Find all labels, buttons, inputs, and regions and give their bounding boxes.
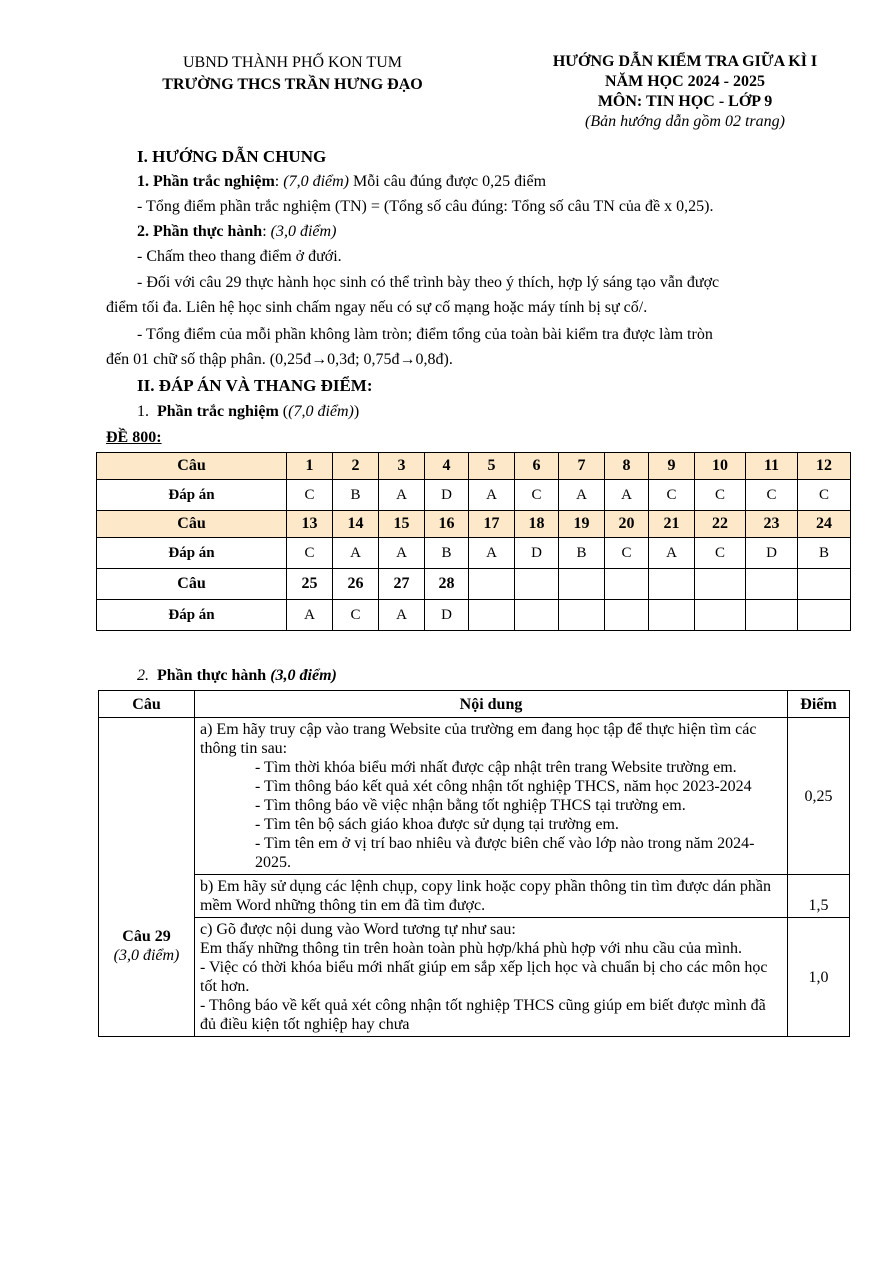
part-a-list — [200, 758, 782, 872]
part-b-content: b) Em hãy sử dụng các lệnh chụp, copy link hoặc copy phần thông tin tìm được dán phần mềm Word những thông tin em đã tìm được. — [195, 875, 788, 918]
mc-score: (7,0 điểm) — [283, 173, 349, 190]
question-number-cell: 3 — [379, 453, 425, 480]
question-number-cell: 21 — [649, 511, 695, 538]
answer-cell — [746, 600, 798, 631]
question-number-cell — [746, 569, 798, 600]
school-name: TRƯỜNG THCS TRẦN HƯNG ĐẠO — [162, 76, 423, 93]
answer-cell: A — [469, 480, 515, 511]
part-a-item: - Tìm tên em ở vị trí bao nhiêu và được biên chế vào lớp nào trong năm 2024-2025. — [255, 835, 755, 871]
answer-cell: A — [333, 538, 379, 569]
question-number-cell — [515, 569, 559, 600]
part-a-row — [99, 718, 850, 875]
part-a-item: - Tìm thông báo về việc nhận bằng tốt nghiệp THCS tại trường em. — [255, 797, 686, 814]
question-number-cell: 8 — [605, 453, 649, 480]
question-cell — [99, 718, 195, 1037]
question-number-cell: 13 — [287, 511, 333, 538]
practice-label: 2. Phần thực hành — [137, 223, 263, 240]
question-number-cell: 27 — [379, 569, 425, 600]
question-number-cell — [649, 569, 695, 600]
question-number-cell: 1 — [287, 453, 333, 480]
answer-cell: A — [605, 480, 649, 511]
header-right — [500, 52, 870, 132]
section2-title: II. ĐÁP ÁN VÀ THANG ĐIỂM: — [137, 376, 373, 395]
answer-cell: A — [559, 480, 605, 511]
rounding-note-line2: đến 01 chữ số thập phân. (0,25đ→0,3đ; 0,75đ→0,8đ). — [106, 351, 453, 368]
question-number-cell: 7 — [559, 453, 605, 480]
mc-instruction: 1. Phần trắc nghiệm: (7,0 điểm) Mỗi câu đúng được 0,25 điểm — [137, 173, 547, 190]
question-row — [97, 569, 851, 600]
question-score: (3,0 điểm) — [113, 947, 180, 964]
question-number-cell: 11 — [746, 453, 798, 480]
exam-code: ĐỀ 800: — [106, 429, 162, 446]
answer-cell: C — [798, 480, 851, 511]
question-number-cell: 16 — [425, 511, 469, 538]
part2-heading: 2. Phần thực hành (3,0 điểm) — [137, 667, 337, 684]
answer-cell — [798, 600, 851, 631]
question-number-cell — [605, 569, 649, 600]
question-number-cell — [469, 569, 515, 600]
answer-cell: A — [379, 538, 425, 569]
part-c-line: - Thông báo về kết quả xét công nhận tốt nghiệp THCS cũng giúp em biết được mình đã đủ điều kiện tốt nghiệp hay chưa — [200, 997, 766, 1033]
answer-cell: C — [287, 480, 333, 511]
answer-cell: C — [695, 480, 746, 511]
question-number-cell: 28 — [425, 569, 469, 600]
part-c-line: c) Gõ được nội dung vào Word tương tự như sau: — [200, 921, 516, 938]
answer-cell: C — [695, 538, 746, 569]
question-number-cell — [695, 569, 746, 600]
department-name: UBND THÀNH PHỐ KON TUM — [183, 54, 402, 71]
answer-cell: D — [425, 480, 469, 511]
question-number-cell — [559, 569, 605, 600]
part-a-item: - Tìm thông báo kết quả xét công nhận tốt nghiệp THCS, năm học 2023-2024 — [255, 778, 752, 795]
answer-cell: C — [333, 600, 379, 631]
answer-cell: D — [425, 600, 469, 631]
practice-table — [98, 690, 850, 1037]
question-number-cell: 24 — [798, 511, 851, 538]
row-label: Đáp án — [97, 538, 287, 569]
question-row — [97, 511, 851, 538]
question-number-cell: 22 — [695, 511, 746, 538]
part-a-content — [195, 718, 788, 875]
question-number-cell: 14 — [333, 511, 379, 538]
question-number-cell: 10 — [695, 453, 746, 480]
header-left — [120, 52, 465, 96]
col-header-content: Nội dung — [195, 691, 788, 718]
question-row — [97, 453, 851, 480]
row-label: Đáp án — [97, 480, 287, 511]
question-number-cell: 6 — [515, 453, 559, 480]
mc-label: 1. Phần trắc nghiệm — [137, 173, 275, 190]
row-label: Đáp án — [97, 600, 287, 631]
question-number-cell: 15 — [379, 511, 425, 538]
row-label: Câu — [97, 511, 287, 538]
answer-cell — [469, 600, 515, 631]
mc-total-rule: - Tổng điểm phần trắc nghiệm (TN) = (Tổng số câu đúng: Tổng số câu TN của đề x 0,25). — [137, 198, 714, 215]
answer-cell — [515, 600, 559, 631]
subject-grade: MÔN: TIN HỌC - LỚP 9 — [597, 93, 773, 110]
part-b-row — [99, 875, 850, 918]
answer-cell: B — [798, 538, 851, 569]
part-c-line: - Việc có thời khóa biểu mới nhất giúp em sắp xếp lịch học và chuẩn bị cho các môn học tốt hơn. — [200, 959, 768, 995]
answer-cell: B — [333, 480, 379, 511]
page-count-note: (Bản hướng dẫn gồm 02 trang) — [585, 113, 785, 130]
answer-cell — [605, 600, 649, 631]
question-number-cell: 25 — [287, 569, 333, 600]
question-number-cell: 9 — [649, 453, 695, 480]
school-year: NĂM HỌC 2024 - 2025 — [605, 73, 765, 90]
practice-score: (3,0 điểm) — [270, 223, 337, 240]
question-number-cell: 12 — [798, 453, 851, 480]
answer-row — [97, 480, 851, 511]
answer-row — [97, 600, 851, 631]
question-number-cell: 5 — [469, 453, 515, 480]
q29-note-line1: - Đối với câu 29 thực hành học sinh có thể trình bày theo ý thích, hợp lý sáng tạo vẫn được — [137, 274, 720, 291]
part-a-item: - Tìm tên bộ sách giáo khoa được sử dụng tại trường em. — [255, 816, 619, 833]
part-c-score: 1,0 — [788, 918, 850, 1037]
practice-table-header — [99, 691, 850, 718]
answer-cell: B — [425, 538, 469, 569]
question-number-cell: 20 — [605, 511, 649, 538]
col-header-score: Điểm — [788, 691, 850, 718]
answer-cell: A — [379, 480, 425, 511]
question-number-cell: 18 — [515, 511, 559, 538]
q29-note-line2: điểm tối đa. Liên hệ học sinh chấm ngay nếu có sự cố mạng hoặc máy tính bị sự cố/. — [106, 299, 648, 316]
grading-scale-note: - Chấm theo thang điểm ở đưới. — [137, 248, 342, 265]
answer-cell: D — [746, 538, 798, 569]
question-number-cell: 26 — [333, 569, 379, 600]
part1-heading: 1. Phần trắc nghiệm ((7,0 điểm)) — [137, 403, 360, 420]
answer-cell: A — [469, 538, 515, 569]
answer-cell: B — [559, 538, 605, 569]
part-a-score: 0,25 — [788, 718, 850, 875]
answer-cell — [649, 600, 695, 631]
part-b-score: 1,5 — [788, 875, 850, 918]
question-number: Câu 29 — [122, 928, 171, 945]
answer-table — [96, 452, 851, 631]
rounding-note-line1: - Tổng điểm của mỗi phần không làm tròn; điểm tổng của toàn bài kiểm tra được làm tròn — [137, 326, 713, 343]
answer-cell — [695, 600, 746, 631]
answer-row — [97, 538, 851, 569]
col-header-question: Câu — [99, 691, 195, 718]
answer-cell: C — [746, 480, 798, 511]
question-number-cell: 4 — [425, 453, 469, 480]
part-c-content — [195, 918, 788, 1037]
part-c-row — [99, 918, 850, 1037]
question-number-cell: 2 — [333, 453, 379, 480]
question-number-cell: 19 — [559, 511, 605, 538]
practice-instruction: 2. Phần thực hành: (3,0 điểm) — [137, 223, 337, 240]
question-number-cell: 17 — [469, 511, 515, 538]
part-a-intro: a) Em hãy truy cập vào trang Website của trường em đang học tập để thực hiện tìm các thông tin sau: — [200, 721, 757, 757]
section1-title: I. HƯỚNG DẪN CHUNG — [137, 147, 327, 166]
answer-cell: A — [379, 600, 425, 631]
answer-cell: A — [287, 600, 333, 631]
question-number-cell — [798, 569, 851, 600]
row-label: Câu — [97, 569, 287, 600]
answer-cell: C — [287, 538, 333, 569]
part-a-item: - Tìm thời khóa biểu mới nhất được cập nhật trên trang Website trường em. — [255, 759, 737, 776]
answer-cell: C — [605, 538, 649, 569]
answer-cell: C — [649, 480, 695, 511]
row-label: Câu — [97, 453, 287, 480]
answer-cell: C — [515, 480, 559, 511]
document-title: HƯỚNG DẪN KIỂM TRA GIỮA KÌ I — [552, 53, 818, 70]
part-c-line: Em thấy những thông tin trên hoàn toàn phù hợp/khá phù hợp với nhu cầu của mình. — [200, 940, 742, 957]
question-number-cell: 23 — [746, 511, 798, 538]
answer-cell: D — [515, 538, 559, 569]
answer-cell — [559, 600, 605, 631]
answer-cell: A — [649, 538, 695, 569]
